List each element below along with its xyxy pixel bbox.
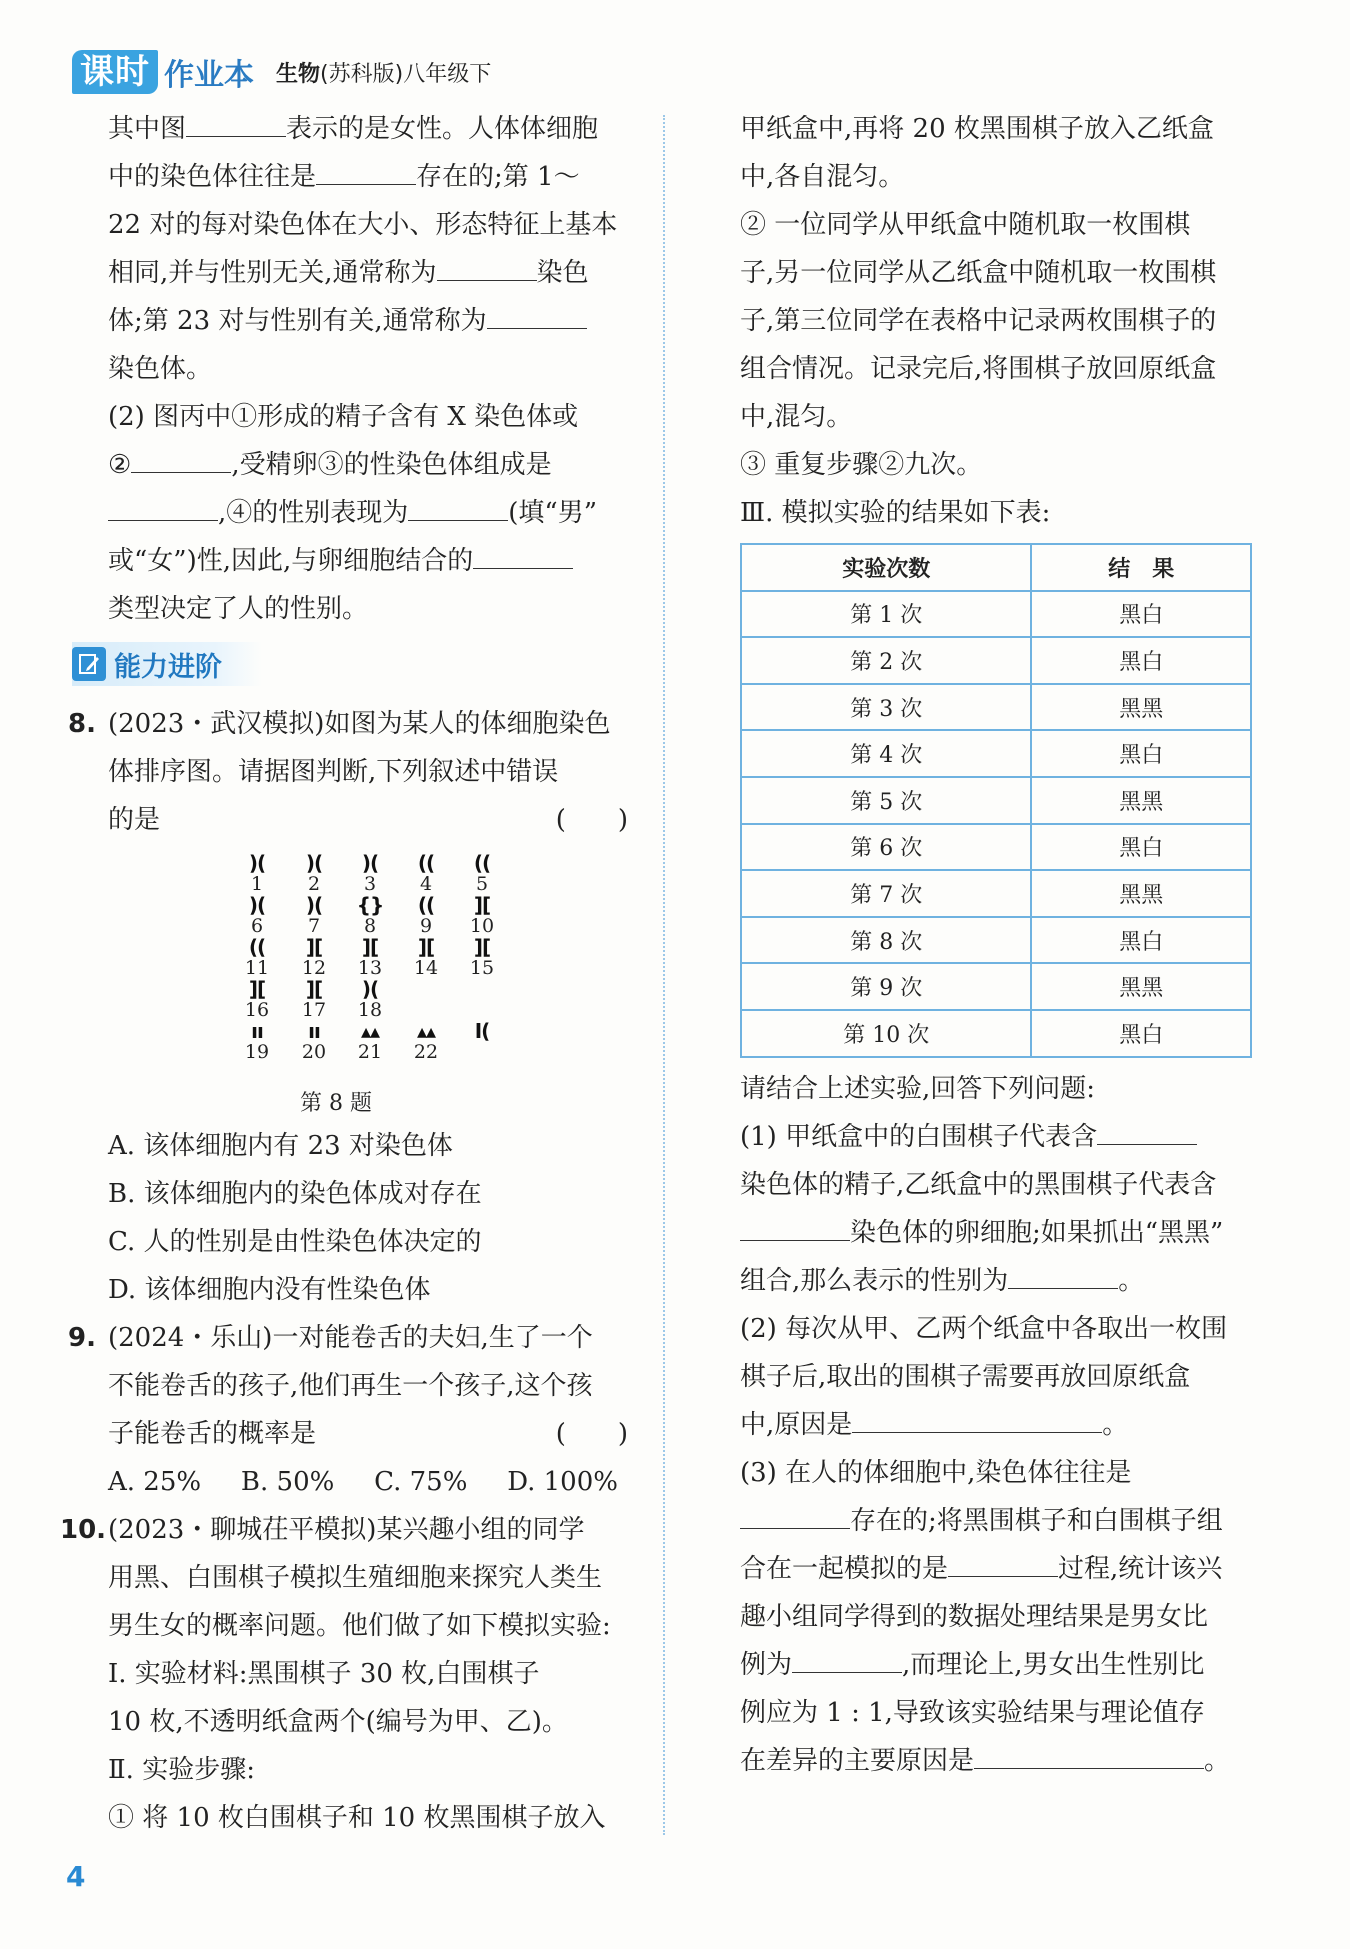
text-line: 其中图 表示的是女性。人体体细胞	[108, 105, 638, 153]
subject-name: 生物	[276, 61, 321, 87]
cell-trial: 第 3 次	[741, 684, 1031, 731]
left-questions	[68, 700, 638, 844]
cell-trial: 第 8 次	[741, 917, 1031, 964]
cell-result: 黑黑	[1031, 870, 1251, 917]
answer-blank[interactable]	[792, 1644, 902, 1673]
table-header-row	[741, 544, 1251, 591]
text-line: (2023・聊城茌平模拟)某兴趣小组的同学	[108, 1515, 585, 1545]
chromosome-pair: (( 5	[473, 851, 491, 895]
karyotype-figure	[222, 852, 522, 1092]
table-row	[741, 684, 1251, 731]
table-row	[741, 1010, 1251, 1057]
q8-options	[60, 1122, 638, 1842]
answer-blank[interactable]	[487, 300, 587, 329]
text-line: (2) 每次从甲、乙两个纸盒中各取出一枚围	[740, 1314, 1228, 1344]
table-row	[741, 730, 1251, 777]
cell-trial: 第 2 次	[741, 637, 1031, 684]
answer-blank[interactable]	[316, 156, 416, 185]
cell-trial: 第 7 次	[741, 870, 1031, 917]
question-9	[68, 1314, 638, 1506]
chromosome-pair: ][ 13	[357, 935, 383, 979]
option-b[interactable]: B. 该体细胞内的染色体成对存在	[108, 1179, 482, 1209]
header-result: 结 果	[1031, 544, 1251, 591]
text-line: 甲纸盒中,再将 20 枚黑围棋子放入乙纸盒	[740, 114, 1214, 144]
chromosome-pair: ][ 16	[244, 977, 270, 1021]
answer-blank[interactable]	[1008, 1260, 1118, 1289]
text-line: 用黑、白围棋子模拟生殖细胞来探究人类生	[108, 1563, 603, 1593]
option-c[interactable]: C. 人的性别是由性染色体决定的	[108, 1227, 482, 1257]
brand-name: 作业本	[164, 58, 254, 93]
chromosome-pair: )( 6	[248, 893, 266, 937]
text-line: (2024・乐山)一对能卷舌的夫妇,生了一个	[108, 1323, 593, 1353]
chromosome-pair: )( 3	[361, 851, 379, 895]
text-line: Ⅲ. 模拟实验的结果如下表:	[740, 498, 1051, 528]
cell-trial: 第 1 次	[741, 591, 1031, 638]
option-d[interactable]: D. 该体细胞内没有性染色体	[108, 1275, 431, 1305]
chromosome-pair: ▴▴ 22	[413, 1019, 439, 1063]
right-column-top	[740, 105, 1270, 537]
figure-caption: 第 8 题	[300, 1091, 372, 1116]
page-number: 4	[66, 1860, 86, 1893]
text-line: 在差异的主要原因是 。	[740, 1737, 1270, 1785]
text-line: (2023・武汉模拟)如图为某人的体细胞染色	[108, 709, 611, 739]
chromosome-pair: ıı 20	[301, 1019, 327, 1063]
column-divider	[663, 115, 665, 1835]
cell-trial: 第 10 次	[741, 1010, 1031, 1057]
text-line: 类型决定了人的性别。	[108, 594, 369, 624]
text-line: 中,混匀。	[740, 402, 853, 432]
cell-trial: 第 6 次	[741, 824, 1031, 871]
options-row	[108, 1458, 638, 1506]
cell-result: 黑白	[1031, 591, 1251, 638]
answer-blank[interactable]	[974, 1740, 1204, 1769]
cell-result: 黑黑	[1031, 963, 1251, 1010]
answer-blank[interactable]	[473, 540, 573, 569]
option-c[interactable]: C. 75%	[374, 1467, 468, 1497]
text-line: 子能卷舌的概率是 ( )	[108, 1410, 638, 1458]
chromosome-pair: {} 8	[356, 893, 384, 937]
answer-blank[interactable]	[948, 1548, 1058, 1577]
cell-result: 黑白	[1031, 824, 1251, 871]
table-row	[741, 637, 1251, 684]
text-line: 请结合上述实验,回答下列问题:	[740, 1074, 1096, 1104]
chromosome-pair: ][ 12	[301, 935, 327, 979]
chromosome-pair: ][ 15	[469, 935, 495, 979]
chromosome-pair: (( 9	[417, 893, 435, 937]
chromosome-pair: ıı 19	[244, 1019, 270, 1063]
text-line: ② ,受精卵③的性染色体组成是	[108, 441, 638, 489]
brand-logo: 课时	[72, 50, 158, 94]
cell-result: 黑白	[1031, 917, 1251, 964]
text-line: 中,原因是 。	[740, 1401, 1270, 1449]
chromosome-pair: ][ 10	[469, 893, 495, 937]
answer-paren[interactable]: ( )	[555, 805, 628, 835]
text-line: Ⅰ. 实验材料:黑围棋子 30 枚,白围棋子	[108, 1659, 540, 1689]
text-line: 相同,并与性别无关,通常称为 染色	[108, 249, 638, 297]
text-line: ③ 重复步骤②九次。	[740, 450, 983, 480]
text-line: 染色体的卵细胞;如果抓出“黑黑”	[740, 1209, 1270, 1257]
cell-trial: 第 4 次	[741, 730, 1031, 777]
text-line: 不能卷舌的孩子,他们再生一个孩子,这个孩	[108, 1371, 593, 1401]
answer-paren[interactable]: ( )	[555, 1419, 628, 1449]
chromosome-pair: )( 18	[357, 977, 383, 1021]
section-banner	[72, 642, 262, 686]
cell-trial: 第 5 次	[741, 777, 1031, 824]
question-10	[60, 1506, 638, 1842]
answer-blank[interactable]	[740, 1500, 850, 1529]
text-line: 中的染色体往往是 存在的;第 1～	[108, 153, 638, 201]
chromosome-pair: (( 11	[244, 935, 270, 979]
subject-edition: (苏科版)	[320, 61, 404, 87]
answer-blank[interactable]	[740, 1212, 850, 1241]
text-line: 合在一起模拟的是 过程,统计该兴	[740, 1545, 1270, 1593]
results-table	[740, 543, 1252, 1058]
cell-result: 黑黑	[1031, 684, 1251, 731]
table-row	[741, 917, 1251, 964]
text-line: (2) 图丙中①形成的精子含有 X 染色体或	[108, 402, 579, 432]
text-line: 男生女的概率问题。他们做了如下模拟实验:	[108, 1611, 611, 1641]
text-line: 趣小组同学得到的数据处理结果是男女比	[740, 1602, 1209, 1632]
table-row	[741, 591, 1251, 638]
cell-result: 黑黑	[1031, 777, 1251, 824]
text-line: 存在的;将黑围棋子和白围棋子组	[740, 1497, 1270, 1545]
text-line: 染色体。	[108, 354, 213, 384]
subject-title	[276, 57, 491, 88]
option-d[interactable]: D. 100%	[507, 1467, 618, 1497]
subject-grade: 八年级下	[403, 61, 492, 87]
answer-blank[interactable]	[108, 492, 218, 521]
table-row	[741, 963, 1251, 1010]
text-line: 的是 ( )	[108, 796, 638, 844]
question-8	[68, 700, 638, 844]
cell-result: 黑白	[1031, 637, 1251, 684]
text-line: 22 对的每对染色体在大小、形态特征上基本	[108, 210, 618, 240]
cell-result: 黑白	[1031, 1010, 1251, 1057]
text-line: ,④的性别表现为 (填“男”	[108, 489, 638, 537]
text-line: (3) 在人的体细胞中,染色体往往是	[740, 1458, 1132, 1488]
text-line: 染色体的精子,乙纸盒中的黑围棋子代表含	[740, 1170, 1217, 1200]
text-line: (1) 甲纸盒中的白围棋子代表含	[740, 1113, 1270, 1161]
chromosome-pair: ][ 17	[301, 977, 327, 1021]
option-b[interactable]: B. 50%	[240, 1467, 335, 1497]
text-line: 子,另一位同学从乙纸盒中随机取一枚围棋	[740, 258, 1217, 288]
section-title: 能力进阶	[114, 651, 222, 683]
answer-blank[interactable]	[186, 108, 286, 137]
text-line: ② 一位同学从甲纸盒中随机取一枚围棋	[740, 210, 1191, 240]
header-trial: 实验次数	[741, 544, 1031, 591]
text-line: 10 枚,不透明纸盒两个(编号为甲、乙)。	[108, 1707, 568, 1737]
chromosome-pair: )( 1	[248, 851, 266, 895]
text-line: 体排序图。请据图判断,下列叙述中错误	[108, 757, 559, 787]
text-line: Ⅱ. 实验步骤:	[108, 1755, 255, 1785]
cell-trial: 第 9 次	[741, 963, 1031, 1010]
option-a[interactable]: A. 25%	[108, 1467, 202, 1497]
chromosome-pair: )( 7	[305, 893, 323, 937]
text-line: 棋子后,取出的围棋子需要再放回原纸盒	[740, 1362, 1191, 1392]
text-line: ① 将 10 枚白围棋子和 10 枚黑围棋子放入	[108, 1803, 606, 1833]
answer-blank[interactable]	[437, 252, 537, 281]
table-row	[741, 824, 1251, 871]
answer-blank[interactable]	[852, 1404, 1102, 1433]
answer-blank[interactable]	[408, 492, 508, 521]
text-line: 例应为 1 : 1,导致该实验结果与理论值存	[740, 1698, 1205, 1728]
pencil-icon	[72, 647, 106, 681]
answer-blank[interactable]	[131, 444, 231, 473]
sex-chromosome: I(	[474, 1019, 490, 1043]
text-line: 或“女”)性,因此,与卵细胞结合的	[108, 537, 638, 585]
question-number: 10.	[60, 1515, 107, 1545]
chromosome-pair: ▴▴ 21	[357, 1019, 383, 1063]
page-header	[72, 48, 491, 96]
left-column	[108, 105, 638, 633]
right-column-questions	[740, 1065, 1270, 1785]
chromosome-pair: (( 4	[417, 851, 435, 895]
text-line: 中,各自混匀。	[740, 162, 905, 192]
option-a[interactable]: A. 该体细胞内有 23 对染色体	[108, 1131, 453, 1161]
question-number: 9.	[68, 1323, 96, 1353]
chromosome-pair: ][ 14	[413, 935, 439, 979]
text-line: 组合情况。记录完后,将围棋子放回原纸盒	[740, 354, 1217, 384]
text-line: 例为 ,而理论上,男女出生性别比	[740, 1641, 1270, 1689]
question-number: 8.	[68, 709, 96, 739]
table-row	[741, 777, 1251, 824]
text-line: 子,第三位同学在表格中记录两枚围棋子的	[740, 306, 1217, 336]
table-row	[741, 870, 1251, 917]
cell-result: 黑白	[1031, 730, 1251, 777]
chromosome-pair: )( 2	[305, 851, 323, 895]
answer-blank[interactable]	[1097, 1116, 1197, 1145]
text-line: 体;第 23 对与性别有关,通常称为	[108, 297, 638, 345]
text-line: 组合,那么表示的性别为 。	[740, 1257, 1270, 1305]
